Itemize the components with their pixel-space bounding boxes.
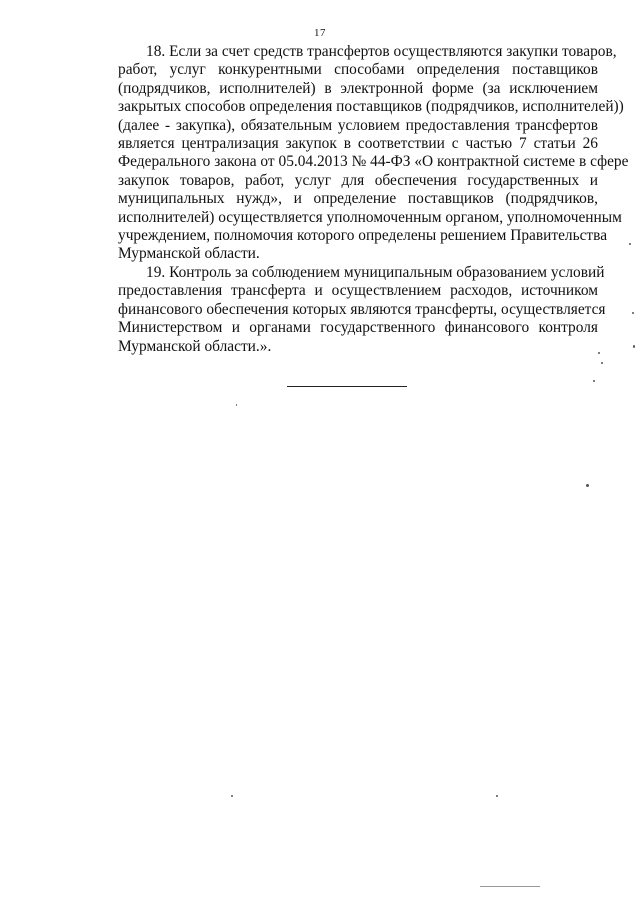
scan-speck [236,404,237,406]
text-line: работ, услуг конкурентными способами определения поставщиков [118,61,598,79]
end-of-section-rule [287,386,407,387]
page-number: 17 [314,27,326,39]
text-line: Федерального закона от 05.04.2013 № 44-ФЗ «О контрактной системе в сфере [118,153,629,171]
text-line: муниципальных нужд», и определение поставщиков (подрядчиков, [118,190,598,208]
text-line: учреждением, полномочия которого определены решением Правительства [118,227,608,245]
scan-speck [496,795,498,797]
text-line: финансового обеспечения которых являются трансферты, осуществляется [118,300,606,318]
scan-speck [586,484,589,487]
text-line: закрытых способов определения поставщиков (подрядчиков, исполнителей)) [118,98,624,116]
scan-speck [593,380,595,382]
scan-speck [598,352,600,354]
text-line: 19. Контроль за соблюдением муниципальным образованием условий [146,263,605,281]
text-line: Мурманской области. [118,245,260,263]
text-line: предоставления трансферта и осуществлением расходов, источником [118,282,598,300]
scan-speck [480,886,540,887]
scan-speck [632,312,634,314]
text-line: (далее - закупка), обязательным условием предоставления трансфертов [118,116,598,134]
text-line: 18. Если за счет средств трансфертов осуществляются закупки товаров, [146,43,617,60]
scan-speck [601,362,603,364]
paragraph-19 [90,263,606,356]
scan-speck [231,795,233,797]
text-line: Министерством и органами государственного финансового контроля [118,319,598,337]
text-line: закупок товаров, работ, услуг для обеспечения государственных и [118,171,598,189]
text-line: является централизация закупок в соответствии с частью 7 статьи 26 [118,135,598,153]
scan-speck [633,345,635,348]
scan-speck [629,243,631,245]
paragraph-18 [90,43,629,264]
text-line: Мурманской области.». [118,337,272,355]
text-line: (подрядчиков, исполнителей) в электронной форме (за исключением [118,79,598,97]
document-body [90,43,629,356]
text-line: исполнителей) осуществляется уполномоченным органом, уполномоченным [118,208,622,226]
